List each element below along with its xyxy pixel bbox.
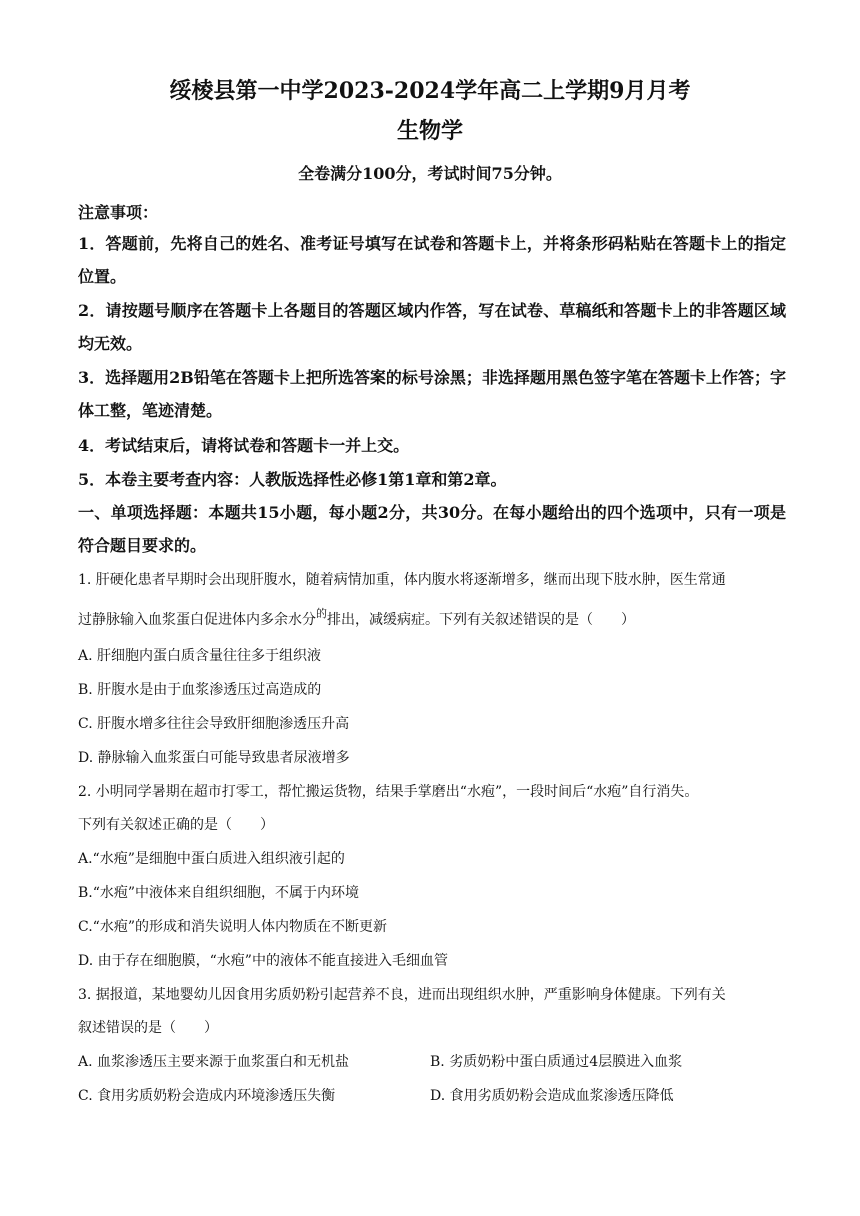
score-info: 全卷满分100分，考试时间75分钟。 bbox=[298, 164, 562, 183]
question-3-stem-line1: 3. 据报道，某地婴幼儿因食用劣质奶粉引起营养不良，进而出现组织水肿，严重影响身体健康。下列有关 bbox=[78, 987, 726, 1003]
question-1-stem-line2: 过静脉输入血浆蛋白促进体内多余水分$^的$排出，减缓病症。下列有关叙述错误的是（ ） bbox=[78, 607, 635, 628]
note-item-3: 3．选择题用2B铅笔在答题卡上把所选答案的标号涂黑；非选择题用黑色签字笔在答题卡上作答；字体工整，笔迹清楚。 bbox=[78, 368, 786, 420]
note-item-2: 2．请按题号顺序在答题卡上各题目的答题区域内作答，写在试卷、草稿纸和答题卡上的非答题区域均无效。 bbox=[78, 301, 786, 353]
question-1-option-b: B. 肝腹水是由于血浆渗透压过高造成的 bbox=[78, 682, 322, 698]
question-3-option-c: C. 食用劣质奶粉会造成内环境渗透压失衡 bbox=[78, 1088, 336, 1104]
question-2-option-d: D. 由于存在细胞膜，“水疱”中的液体不能直接进入毛细血管 bbox=[78, 953, 448, 969]
question-2-option-a: A.“水疱”是细胞中蛋白质进入组织液引起的 bbox=[78, 851, 345, 867]
note-item-5: 5．本卷主要考查内容：人教版选择性必修1第1章和第2章。 bbox=[78, 470, 507, 489]
question-1-stem-line1: 1. 肝硬化患者早期时会出现肝腹水，随着病情加重，体内腹水将逐渐增多，继而出现下肢水肿，医生常通 bbox=[78, 572, 726, 588]
question-3-option-a: A. 血浆渗透压主要来源于血浆蛋白和无机盐 bbox=[78, 1054, 350, 1070]
question-2-stem-line2: 下列有关叙述正确的是（ ） bbox=[78, 817, 274, 833]
section-heading: 一、单项选择题：本题共15小题，每小题2分，共30分。在每小题给出的四个选项中，只有一项是符合题目要求的。 bbox=[78, 503, 786, 555]
question-1-option-c: C. 肝腹水增多往往会导致肝细胞渗透压升高 bbox=[78, 716, 350, 732]
question-3-option-d: D. 食用劣质奶粉会造成血浆渗透压降低 bbox=[430, 1088, 674, 1104]
question-1-option-d: D. 静脉输入血浆蛋白可能导致患者尿液增多 bbox=[78, 750, 350, 766]
exam-title: 绥棱县第一中学2023-2024学年高二上学期9月月考 bbox=[169, 78, 691, 104]
exam-subject: 生物学 bbox=[396, 118, 463, 144]
note-item-4: 4．考试结束后，请将试卷和答题卡一并上交。 bbox=[78, 436, 410, 455]
question-3-stem-line2: 叙述错误的是（ ） bbox=[78, 1020, 218, 1036]
question-3-option-b: B. 劣质奶粉中蛋白质通过4层膜进入血浆 bbox=[430, 1054, 683, 1070]
question-2-option-c: C.“水疱”的形成和消失说明人体内物质在不断更新 bbox=[78, 919, 387, 935]
question-2-stem-line1: 2. 小明同学暑期在超市打零工，帮忙搬运货物，结果手掌磨出“水疱”，一段时间后“水疱”自行消失。 bbox=[78, 784, 699, 800]
notes-heading: 注意事项： bbox=[78, 203, 159, 222]
note-item-1: 1．答题前，先将自己的姓名、准考证号填写在试卷和答题卡上，并将条形码粘贴在答题卡上的指定位置。 bbox=[78, 234, 786, 286]
question-2-option-b: B.“水疱”中液体来自组织细胞，不属于内环境 bbox=[78, 885, 360, 901]
question-1-option-a: A. 肝细胞内蛋白质含量往往多于组织液 bbox=[78, 648, 322, 664]
